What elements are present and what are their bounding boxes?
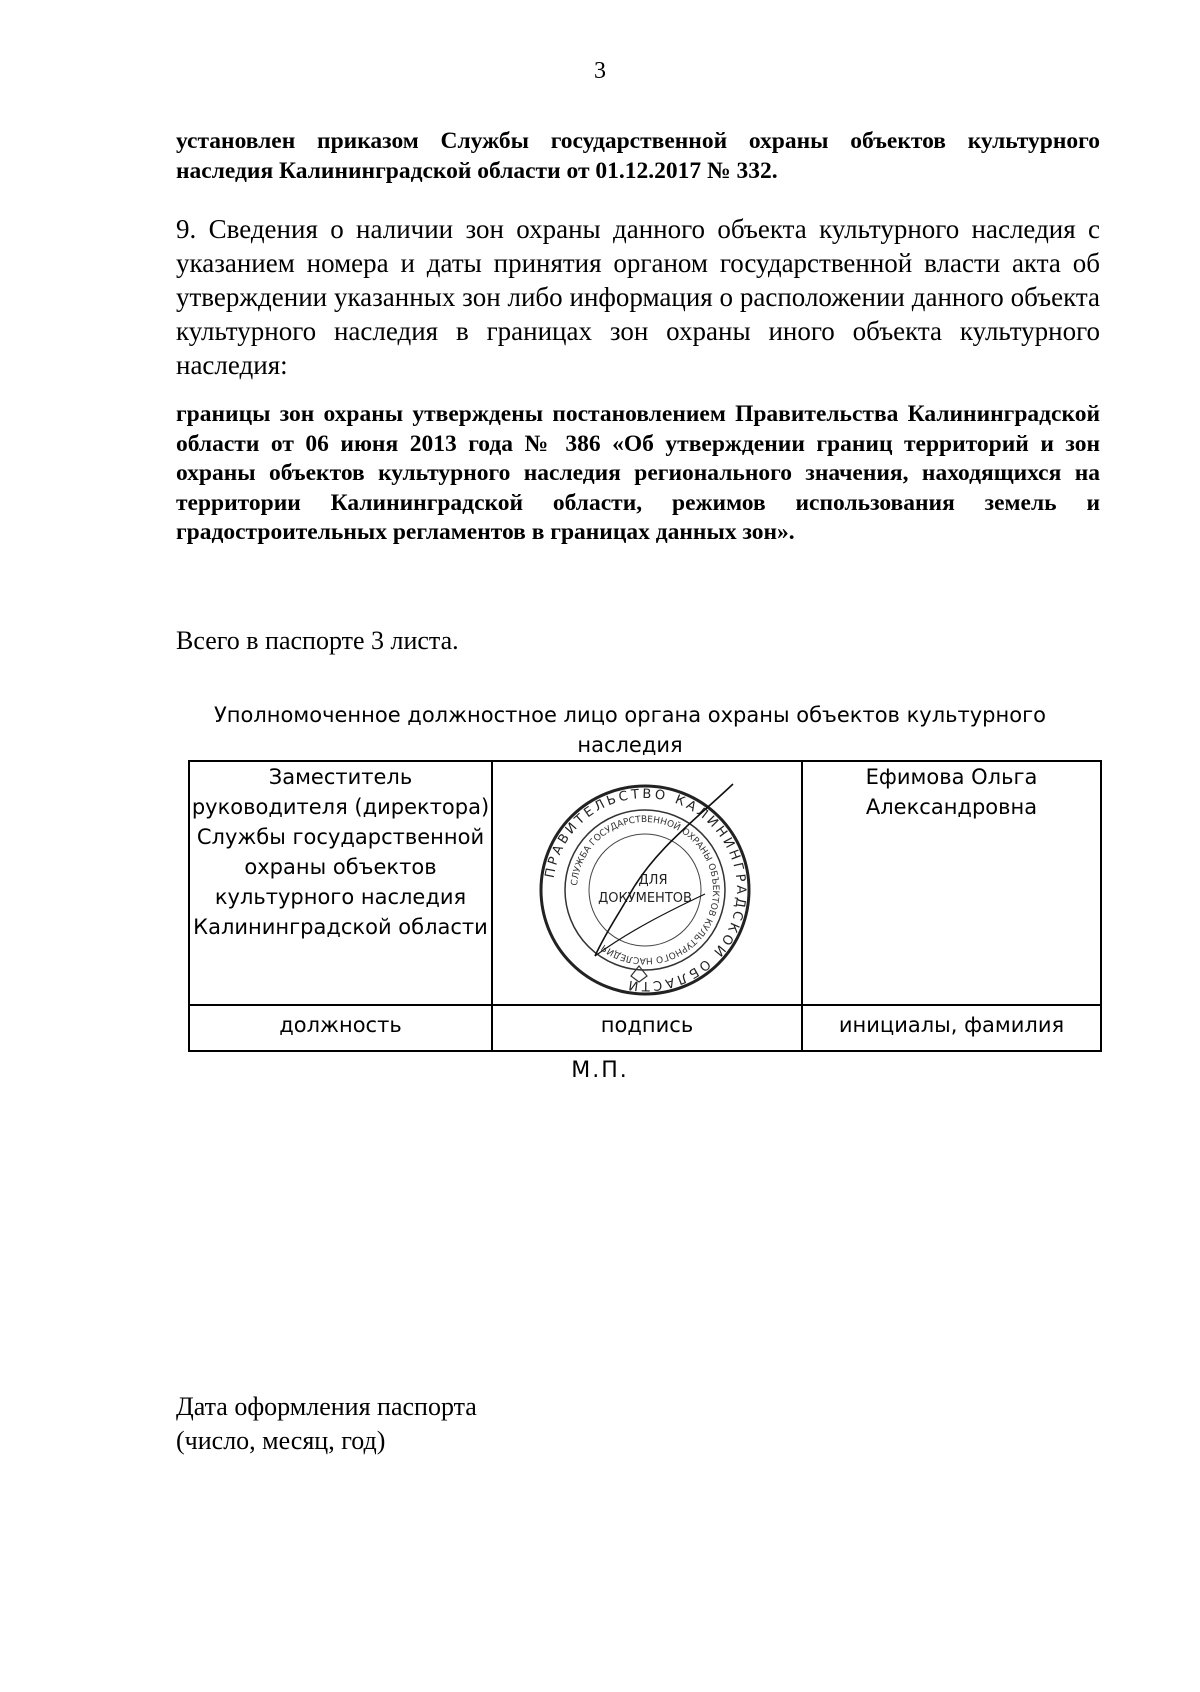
official-seal-stamp xyxy=(535,780,755,1000)
issue-date-hint: (число, месяц, год) xyxy=(176,1426,386,1455)
intro-line-1: установлен приказом Службы государственной охраны объектов культурного xyxy=(176,128,1100,154)
seal-outer-text: ПРАВИТЕЛЬСТВО КАЛИНИНГРАДСКОЙ ОБЛАСТИ xyxy=(542,786,749,994)
seal-center-top: ДЛЯ xyxy=(638,873,668,888)
signature-label: подпись xyxy=(492,1005,802,1051)
seal-inner-text: СЛУЖБА ГОСУДАРСТВЕННОЙ ОХРАНЫ ОБЪЕКТОВ КУЛЬТУРНОГО НАСЛЕДИЯ xyxy=(570,814,721,966)
page-number: 3 xyxy=(594,58,606,84)
issue-date-label: Дата оформления паспорта xyxy=(176,1392,477,1421)
intro-line-2: наследия Калининградской области от 01.12.2017 № 332. xyxy=(176,158,778,184)
name-label: инициалы, фамилия xyxy=(802,1005,1101,1051)
signature-caption: Уполномоченное должностное лицо органа охраны объектов культурного наследия xyxy=(214,703,1046,757)
stamp-place-mark: М.П. xyxy=(571,1058,629,1083)
official-position: Заместитель руководителя (директора) Службы государственной охраны объектов культурного наследия Калининградской области xyxy=(191,765,490,939)
section-9-heading: 9. Сведения о наличии зон охраны данного объекта культурного наследия с указанием номера и даты принятия органом государственной власти акта об утверждении указанных зон либо информация о расположении данного объекта культурного наследия в границах зон охраны иного объекта культурного наследия: xyxy=(176,214,1100,380)
sheets-total: Всего в паспорте 3 листа. xyxy=(176,626,459,655)
section-9-answer: границы зон охраны утверждены постановлением Правительства Калининградской области от 06 июня 2013 года № 386 «Об утверждении границ территорий и зон охраны объектов культурного наследия регионального значения, находящихся на территории Калининградской области, режимов использования земель и градостроительных регламентов в границах данных зон». xyxy=(176,401,1100,545)
official-name: Ефимова Ольга Александровна xyxy=(865,765,1038,819)
position-cell xyxy=(189,761,492,1005)
intro-paragraph xyxy=(176,126,1100,186)
seal-center-bottom: ДОКУМЕНТОВ xyxy=(598,891,692,906)
signature-table xyxy=(188,760,1102,1052)
position-label: должность xyxy=(189,1005,492,1051)
signature-cell xyxy=(492,761,802,1005)
name-cell xyxy=(802,761,1101,1005)
